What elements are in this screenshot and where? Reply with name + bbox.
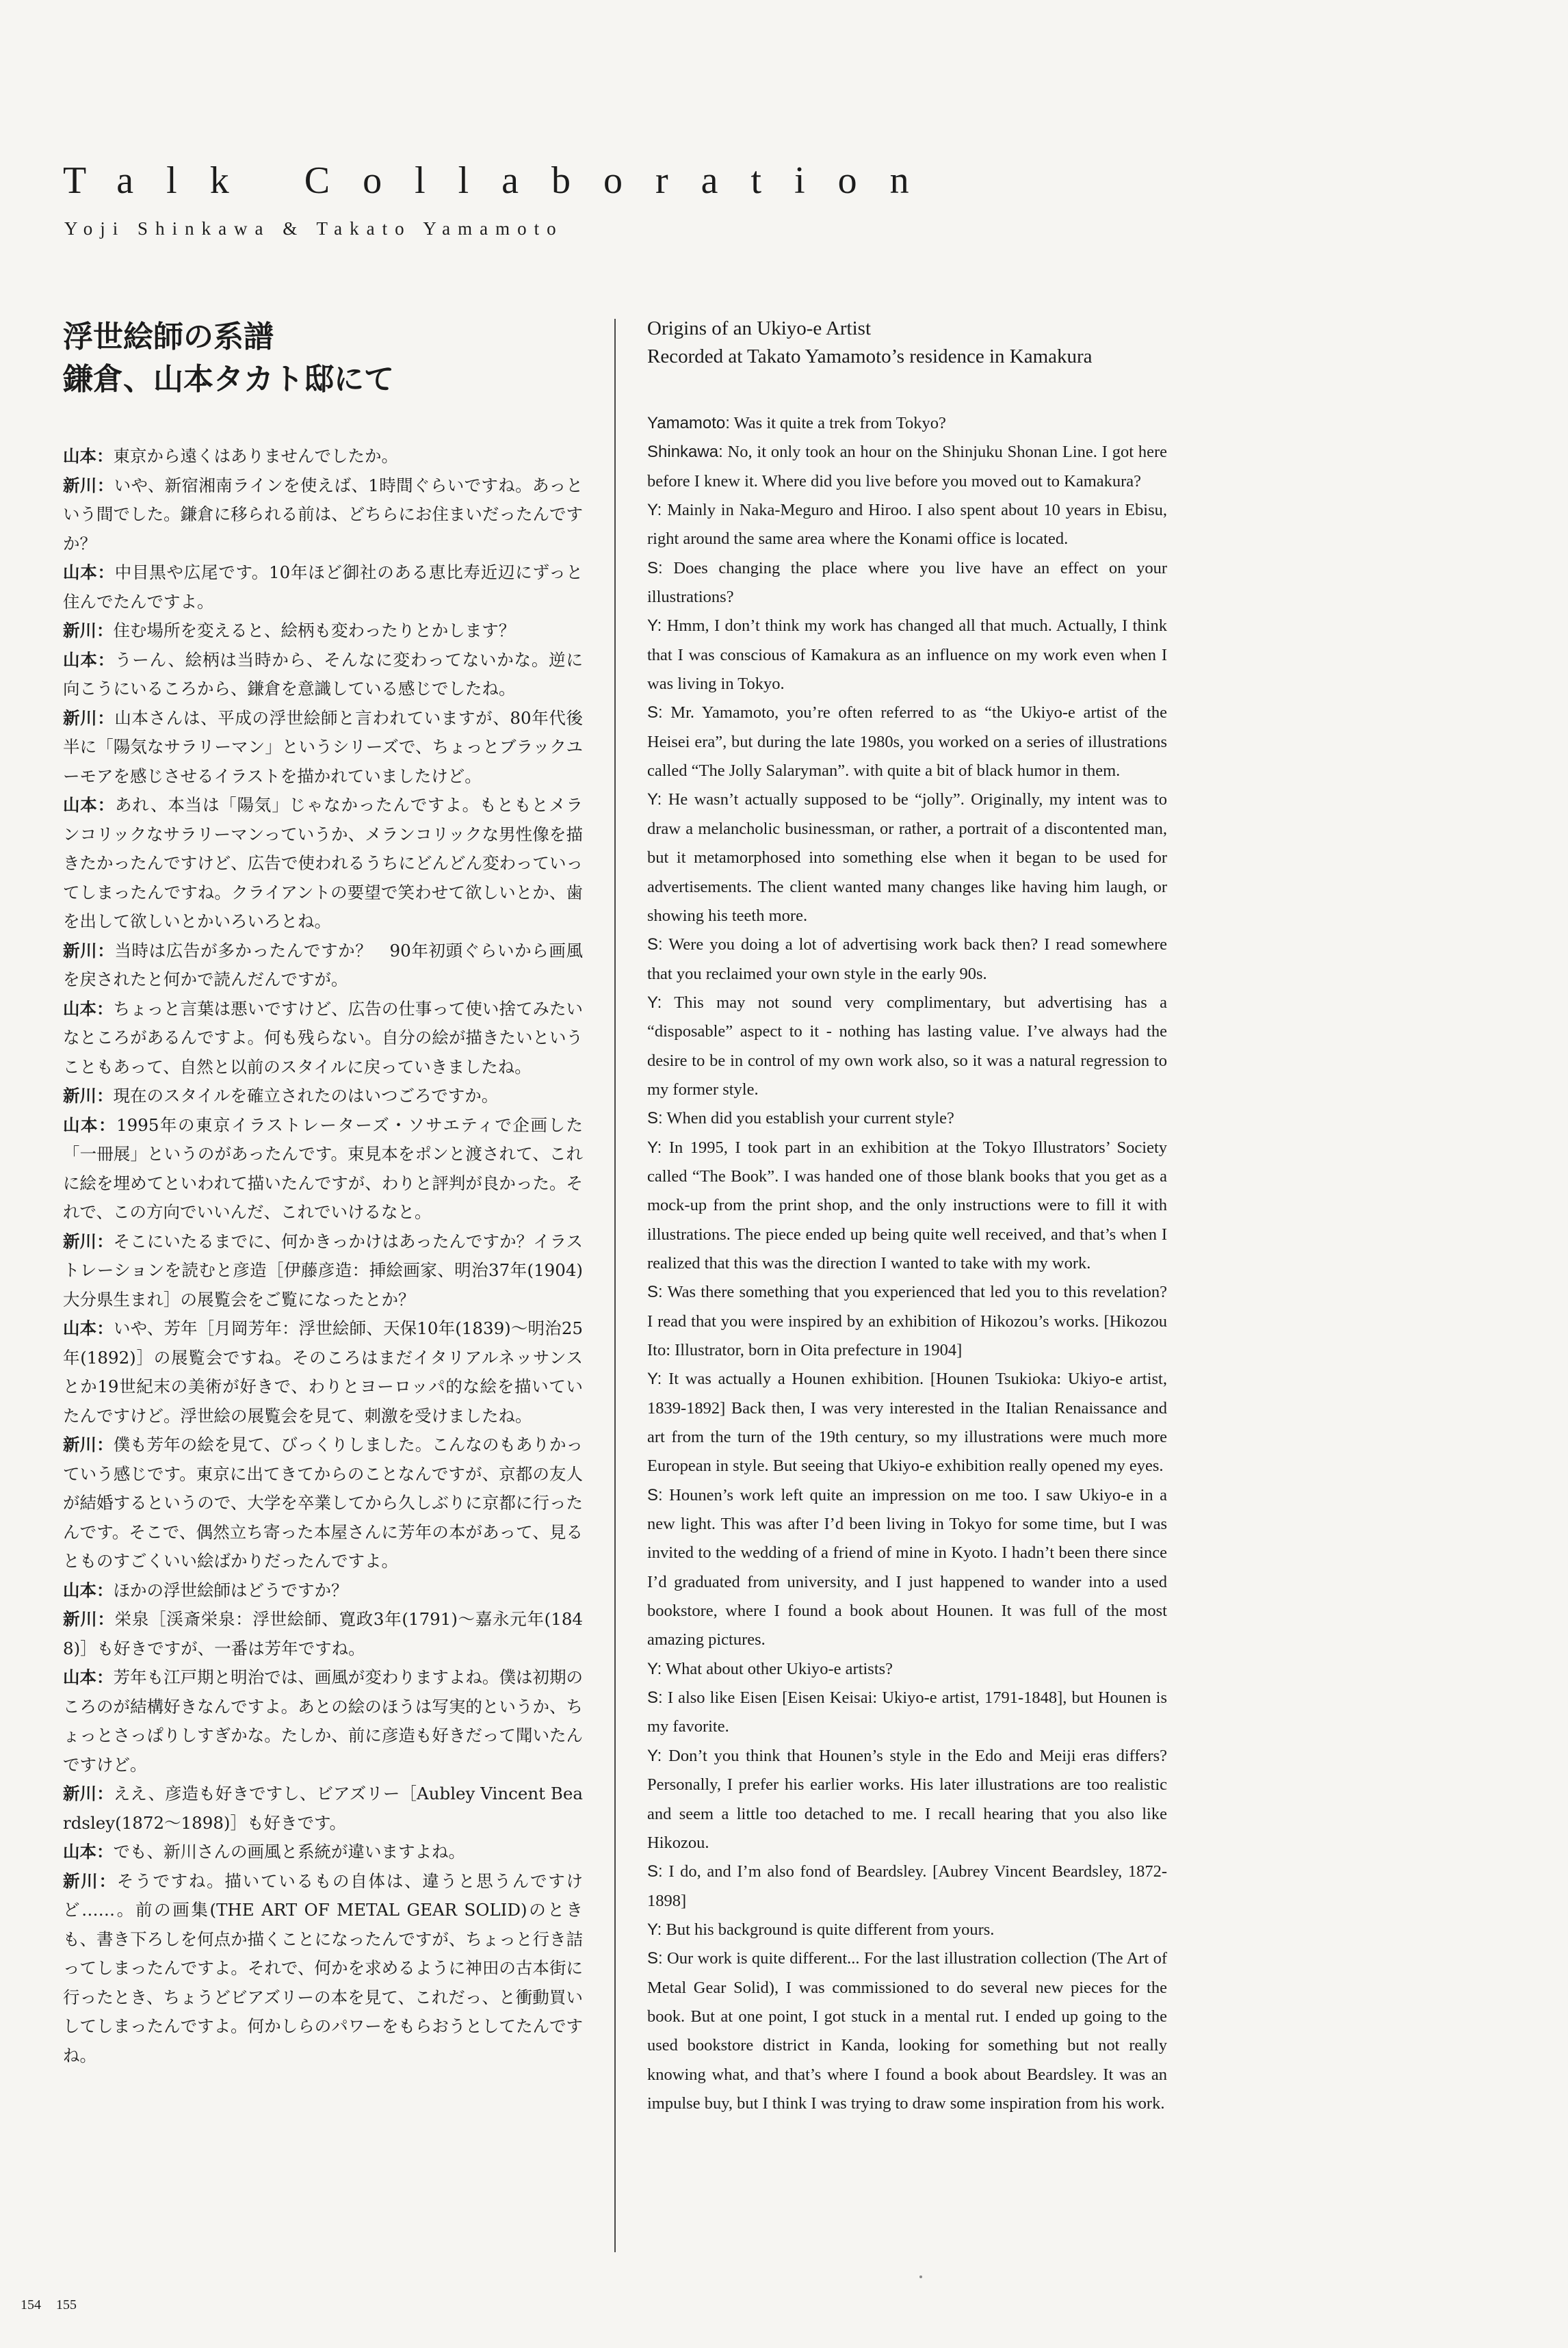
en-line-text: He wasn’t actually supposed to be “jolly”. Originally, my intent was to draw a melancholic businessman, or rather, a portrait of a discontented man, but it metamorphosed into something else when it began to be used for advertisements. The client wanted many changes like having him laugh, or showing his teeth more. xyxy=(647,790,1168,925)
en-line-paragraph xyxy=(647,554,1167,612)
en-line-text: Hmm, I don’t think my work has changed all that much. Actually, I think that I was conscious of Kamakura as an influence on my work even when I was living in Tokyo. xyxy=(647,616,1167,694)
en-line-text: Mr. Yamamoto, you’re often referred to as “the Ukiyo-e artist of the Heisei era”, but during the late 1980s, you worked on a series of illustrations called “The Jolly Salaryman”. with quite a bit of black humor in them. xyxy=(647,703,1167,781)
en-line-text: Hounen’s work left quite an impression on me too. I saw Ukiyo-e in a new light. This was after I’d been living in Tokyo for some time, but I was invited to the wedding of a friend of mine in Kyoto. I hadn’t been there since I’d graduated from university, and I just happened to wander into a used bookstore, where I found a book about Hounen. It was full of the most amazing pictures. xyxy=(647,1485,1167,1649)
jp-line-speaker: 山本： xyxy=(63,998,114,1019)
en-line-paragraph xyxy=(647,1857,1167,1916)
en-line-paragraph xyxy=(647,1916,1167,1944)
en-line-text: But his background is quite different from yours. xyxy=(666,1920,995,1939)
jp-line-text: ほかの浮世絵師はどうですか？ xyxy=(113,1580,348,1600)
jp-line-text: 東京から遠くはありませんでしたか。 xyxy=(113,446,398,466)
en-line-text: Mainly in Naka-Meguro and Hiroo. I also spent about 10 years in Ebisu, right around the same area where the Konami office is located. xyxy=(647,501,1168,549)
en-line-text: Don’t you think that Hounen’s style in the Edo and Meiji eras differs? Personally, I prefer his earlier works. His later illustrations are too realistic and seem a little too detached to me. I recall hearing that you also like Hikozou. xyxy=(647,1746,1167,1852)
jp-heading xyxy=(63,316,394,401)
en-line-text: Was it quite a trek from Tokyo? xyxy=(733,414,946,432)
en-line-paragraph xyxy=(647,989,1167,1104)
en-line-speaker: Shinkawa: xyxy=(647,443,723,462)
jp-line-speaker: 新川： xyxy=(63,1609,115,1629)
en-line-speaker: S: xyxy=(647,1485,663,1504)
en-line-speaker: Y: xyxy=(647,1659,662,1678)
jp-line-paragraph xyxy=(63,1867,583,2071)
talk-subtitle: Yoji Shinkawa & Takato Yamamoto xyxy=(64,218,564,239)
en-line-text: When did you establish your current style? xyxy=(666,1109,954,1128)
jp-line-text: 芳年も江戸期と明治では、画風が変わりますよね。僕は初期のころのが結構好きなんですよ。あとの絵のほうは写実的というか、ちょっとさっぱりしすぎかな。たしか、前に彦造も好きだって聞いたんですけど。 xyxy=(63,1667,584,1775)
jp-line-paragraph xyxy=(63,1605,583,1663)
jp-line-paragraph xyxy=(63,1838,583,1867)
jp-line-text: いや、新宿湘南ラインを使えば、1時間ぐらいですね。あっという間でした。鎌倉に移られる前は、どちらにお住まいだったんですか？ xyxy=(63,475,583,553)
jp-line-paragraph xyxy=(63,1314,583,1431)
jp-line-paragraph xyxy=(63,937,583,995)
jp-line-text: いや、芳年［月岡芳年：浮世絵師、天保10年(1839)～明治25年(1892)］の展覧会ですね。そのころはまだイタリアルネッサンスとか19世紀末の美術が好きで、わりとヨーロッパ的な絵を描いていたんですけど。浮世絵の展覧会を見て、刺激を受けましたね。 xyxy=(63,1318,584,1426)
en-line-text: It was actually a Hounen exhibition. [Hounen Tsukioka: Ukiyo-e artist, 1839-1892] Back then, I was very interested in the Italian Renaissance and art from the turn of the 19th century, so my illustrations were much more European in style. But seeing that Ukiyo-e exhibition really opened my eyes. xyxy=(647,1370,1167,1476)
en-heading-line: Origins of an Ukiyo-e Artist xyxy=(647,317,872,339)
en-line-speaker: S: xyxy=(647,1283,663,1302)
jp-line-paragraph xyxy=(63,1082,583,1111)
jp-line-speaker: 山本： xyxy=(63,562,115,582)
en-line-speaker: S: xyxy=(647,1949,663,1968)
jp-line-speaker: 新川： xyxy=(63,1870,117,1891)
jp-line-text: 当時は広告が多かったんですか？ 90年初頭ぐらいから画風を戻されたと何かで読んだんですが。 xyxy=(63,940,583,989)
jp-line-text: うーん、絵柄は当時から、そんなに変わってないかな。逆に向こうにいるころから、鎌倉を意識している感じでしたね。 xyxy=(63,649,583,699)
jp-line-paragraph xyxy=(63,1663,583,1779)
jp-line-speaker: 山本： xyxy=(63,1318,114,1338)
page-mark xyxy=(919,2275,922,2278)
jp-line-text: あれ、本当は「陽気」じゃなかったんですよ。もともとメランコリックなサラリーマンっていうか、メランコリックな男性像を描きたかったんですけど、広告で使われるうちにどんどん変わっていってしまったんですね。クライアントの要望で笑わせて欲しいとか、歯を出して欲しいとかいろいろとね。 xyxy=(63,795,584,931)
en-line-speaker: Y: xyxy=(647,1746,662,1765)
en-line-text: Was there something that you experienced that led you to this revelation? I read that you were inspired by an exhibition of Hikozou’s works. [Hikozou Ito: Illustrator, born in Oita prefecture in 1904] xyxy=(647,1283,1168,1359)
en-line-paragraph xyxy=(647,496,1167,554)
en-line-speaker: S: xyxy=(647,703,663,722)
jp-heading-line: 鎌倉、山本タカト邸にて xyxy=(63,362,394,397)
en-dialogue xyxy=(647,409,1167,2118)
jp-line-speaker: 山本： xyxy=(63,1667,114,1687)
jp-line-text: でも、新川さんの画風と系統が違いますよね。 xyxy=(113,1842,465,1862)
jp-line-paragraph xyxy=(63,471,583,559)
jp-line-paragraph xyxy=(63,704,583,792)
en-line-speaker: S: xyxy=(647,1109,663,1128)
jp-line-paragraph xyxy=(63,791,583,937)
en-line-paragraph xyxy=(647,1134,1167,1279)
en-line-paragraph xyxy=(647,785,1167,930)
jp-line-text: そこにいたるまでに、何かきっかけはあったんですか？イラストレーションを読むと彦造［伊藤彦造：挿絵画家、明治37年(1904)大分県生まれ］の展覧会をご覧になったとか？ xyxy=(63,1231,583,1309)
en-line-speaker: S: xyxy=(647,1688,663,1708)
jp-line-speaker: 新川： xyxy=(63,1086,114,1106)
page-numbers xyxy=(21,2297,92,2313)
en-line-speaker: S: xyxy=(647,558,663,577)
jp-line-text: そうですね。描いているもの自体は、違うと思うんですけど……。前の画集(THE ART OF METAL GEAR SOLID)のときも、書き下ろしを何点か描くことになったんですが、ちょっと行き詰ってしまったんですよ。それで、何かを求めるように神田の古本街に行ったとき、ちょうどビアズリーの本を見て、これだっ、と衝動買いしてしまったんですよ。何かしらのパワーをもらおうとしてたんですね。 xyxy=(63,1870,584,2065)
en-line-text: Our work is quite different... For the last illustration collection (The Art of Metal Gear Solid), I was commissioned to do several new pieces for the book. But at one point, I got stuck in a mental rut. I ended up going to the used bookstore district in Kanda, looking for something but not really knowing what, and that’s where I found a book about Beardsley. It was an impulse buy, but I think I was trying to draw some inspiration from his work. xyxy=(647,1949,1168,2113)
jp-line-speaker: 新川： xyxy=(63,1435,114,1455)
en-line-text: No, it only took an hour on the Shinjuku Shonan Line. I got here before I knew it. Where did you live before you moved out to Kamakura? xyxy=(647,443,1167,491)
jp-line-paragraph xyxy=(63,1779,583,1838)
jp-line-text: 現在のスタイルを確立されたのはいつごろですか。 xyxy=(113,1086,499,1106)
en-line-paragraph xyxy=(647,1742,1167,1857)
en-line-speaker: Y: xyxy=(647,501,662,520)
en-line-text: Were you doing a lot of advertising work back then? I read somewhere that you reclaimed your own style in the early 90s. xyxy=(647,935,1167,983)
en-line-paragraph xyxy=(647,1278,1167,1365)
jp-line-speaker: 山本： xyxy=(63,795,115,815)
en-line-text: I also like Eisen [Eisen Keisai: Ukiyo-e artist, 1791-1848], but Hounen is my favorite. xyxy=(647,1688,1167,1736)
jp-line-text: 栄泉［渓斎栄泉：浮世絵師、寛政3年(1791)～嘉永元年(1848)］も好きですが、一番は芳年ですね。 xyxy=(63,1609,584,1658)
en-line-paragraph xyxy=(647,612,1167,699)
jp-heading-line: 浮世絵師の系譜 xyxy=(63,319,274,354)
en-line-text: I do, and I’m also fond of Beardsley. [Aubrey Vincent Beardsley, 1872-1898] xyxy=(647,1862,1168,1910)
en-line-paragraph xyxy=(647,699,1167,785)
jp-line-text: 中目黒や広尾です。10年ほど御社のある恵比寿近辺にずっと住んでたんですよ。 xyxy=(63,562,583,612)
en-heading xyxy=(647,315,1093,371)
page-number-right: 155 xyxy=(56,2297,77,2312)
en-line-speaker: Y: xyxy=(647,1920,662,1939)
en-line-paragraph xyxy=(647,409,1167,438)
jp-line-text: 山本さんは、平成の浮世絵師と言われていますが、80年代後半に「陽気なサラリーマン」というシリーズで、ちょっとブラックユーモアを感じさせるイラストを描かれていましたけど。 xyxy=(63,707,583,786)
en-heading-line: Recorded at Takato Yamamoto’s residence in Kamakura xyxy=(647,345,1093,367)
jp-line-text: ええ、彦造も好きですし、ビアズリー［Aubley Vincent Beardsley(1872～1898)］も好きです。 xyxy=(63,1784,583,1833)
en-line-paragraph xyxy=(647,1944,1167,2118)
en-line-text: Does changing the place where you live have an effect on your illustrations? xyxy=(647,558,1168,607)
jp-line-paragraph xyxy=(63,1576,583,1606)
jp-line-speaker: 山本： xyxy=(63,1580,114,1600)
en-line-paragraph xyxy=(647,1104,1167,1133)
jp-line-paragraph xyxy=(63,1111,583,1227)
page-number-left: 154 xyxy=(21,2297,41,2312)
jp-line-paragraph xyxy=(63,442,583,471)
jp-line-text: ちょっと言葉は悪いですけど、広告の仕事って使い捨てみたいなところがあるんですよ。何も残らない。自分の絵が描きたいということもあって、自然と以前のスタイルに戻っていきましたね。 xyxy=(63,998,584,1077)
en-line-paragraph xyxy=(647,1365,1167,1480)
jp-line-speaker: 新川： xyxy=(63,940,115,961)
jp-line-speaker: 新川： xyxy=(63,621,114,640)
jp-line-speaker: 新川： xyxy=(63,707,115,728)
jp-line-paragraph xyxy=(63,646,583,704)
en-line-text: This may not sound very complimentary, but advertising has a “disposable” aspect to it - nothing has lasting value. I’ve always had the desire to be in control of my own work also, so it was a natural regression to my former style. xyxy=(647,993,1167,1099)
en-line-speaker: Y: xyxy=(647,1370,662,1389)
jp-line-speaker: 新川： xyxy=(63,1784,114,1803)
en-line-speaker: S: xyxy=(647,1862,663,1881)
en-line-speaker: Yamamoto: xyxy=(647,414,730,432)
jp-line-speaker: 山本： xyxy=(63,446,114,466)
jp-line-paragraph xyxy=(63,995,583,1082)
en-line-paragraph xyxy=(647,1655,1167,1684)
column-divider xyxy=(614,319,616,2252)
jp-line-speaker: 新川： xyxy=(63,1231,114,1251)
jp-line-paragraph xyxy=(63,1227,583,1315)
en-line-speaker: Y: xyxy=(647,1138,662,1157)
jp-line-paragraph xyxy=(63,1431,583,1576)
en-line-text: What about other Ukiyo-e artists? xyxy=(666,1659,893,1678)
jp-line-speaker: 山本： xyxy=(63,649,115,670)
en-line-speaker: Y: xyxy=(647,993,662,1012)
en-line-text: In 1995, I took part in an exhibition at the Tokyo Illustrators’ Society called “The Book”. I was handed one of those blank books that you get as a mock-up from the print shop, and the only instructions were to fill it with illustrations. The piece ended up being quite well received, and that’s when I realized that this was the direction I wanted to take with my work. xyxy=(647,1138,1168,1273)
jp-line-text: 1995年の東京イラストレーターズ・ソサエティで企画した「一冊展」というのがあったんです。束見本をポンと渡されて、これに絵を埋めてといわれて描いたんですが、わりと評判が良かった。それで、この方向でいいんだ、これでいけるなと。 xyxy=(63,1114,583,1222)
en-line-paragraph xyxy=(647,930,1167,989)
jp-line-paragraph xyxy=(63,616,583,646)
jp-line-speaker: 山本： xyxy=(63,1114,117,1135)
en-line-paragraph xyxy=(647,438,1167,496)
jp-line-speaker: 新川： xyxy=(63,475,114,495)
jp-line-text: 僕も芳年の絵を見て、びっくりしました。こんなのもありかっていう感じです。東京に出てきてからのことなんですが、京都の友人が結婚するというので、大学を卒業してから久しぶりに京都に行ったんです。そこで、偶然立ち寄った本屋さんに芳年の本があって、見るとものすごくいい絵ばかりだったんですよ。 xyxy=(63,1435,584,1571)
talk-title: Talk Collaboration xyxy=(63,159,942,202)
jp-line-speaker: 山本： xyxy=(63,1842,114,1862)
en-line-speaker: S: xyxy=(647,935,663,954)
jp-line-paragraph xyxy=(63,558,583,616)
en-line-speaker: Y: xyxy=(647,790,662,809)
jp-line-text: 住む場所を変えると、絵柄も変わったりとかします？ xyxy=(113,621,516,640)
en-line-paragraph xyxy=(647,1481,1167,1655)
jp-dialogue xyxy=(63,442,583,2070)
en-line-paragraph xyxy=(647,1684,1167,1742)
en-line-speaker: Y: xyxy=(647,616,662,636)
